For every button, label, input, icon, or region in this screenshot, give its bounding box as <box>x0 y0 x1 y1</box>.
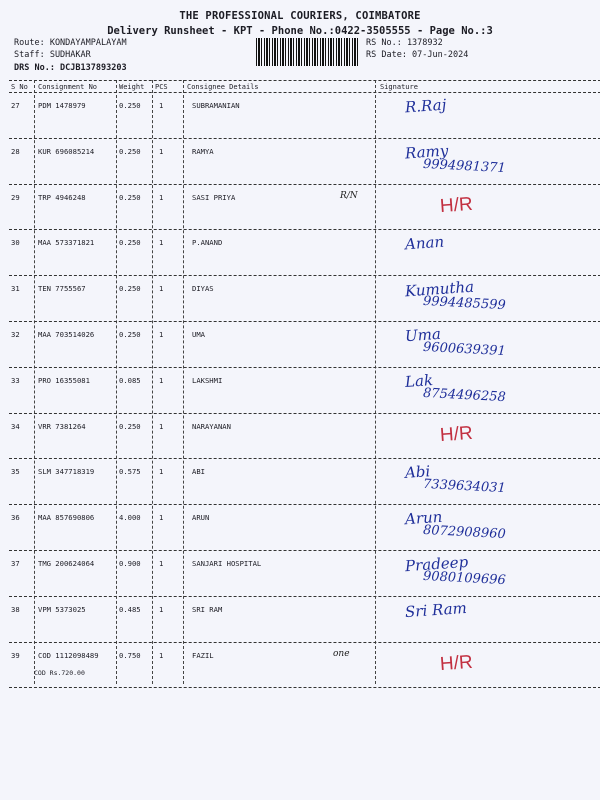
serial-number: 35 <box>11 467 20 476</box>
column-divider <box>183 80 184 684</box>
signature-handwriting: R.Raj <box>404 95 447 117</box>
column-divider <box>152 80 153 684</box>
barcode-image <box>256 38 360 66</box>
pieces-count: 1 <box>159 651 164 660</box>
serial-number: 38 <box>11 605 20 614</box>
signature-phone: 8754496258 <box>422 385 507 406</box>
signature-handwriting: Kumutha <box>404 277 475 301</box>
signature-handwriting: H/R <box>439 422 474 447</box>
weight-value: 4.000 <box>119 513 141 522</box>
handwritten-note: one <box>333 649 350 659</box>
signature-handwriting: Sri Ram <box>404 598 468 622</box>
consignment-number: TEN 7755567 <box>38 284 86 293</box>
signature-handwriting: Arun <box>404 507 443 529</box>
consignment-number: KUR 696085214 <box>38 147 95 156</box>
consignment-number: MAA 703514026 <box>38 330 95 339</box>
pieces-count: 1 <box>159 193 164 202</box>
row-separator <box>9 413 600 414</box>
row-separator <box>9 92 600 93</box>
row-separator <box>9 184 600 185</box>
signature-handwriting: Abi <box>404 462 431 482</box>
serial-number: 29 <box>11 193 20 202</box>
serial-number: 28 <box>11 147 20 156</box>
col-header-weight: Weight <box>119 83 145 91</box>
weight-value: 0.085 <box>119 376 141 385</box>
col-header-pcs: PCS <box>155 83 168 91</box>
row-separator <box>9 504 600 505</box>
consignee-name: SANJARI HOSPITAL <box>192 559 262 568</box>
consignee-name: FAZIL <box>192 651 214 660</box>
handwritten-note: R/N <box>340 191 358 201</box>
serial-number: 33 <box>11 376 20 385</box>
col-header-consignment: Consignment No <box>38 83 98 91</box>
row-separator <box>9 596 600 597</box>
pieces-count: 1 <box>159 238 164 247</box>
weight-value: 0.250 <box>119 284 141 293</box>
signature-handwriting: Lak <box>404 371 434 391</box>
consignment-number: TMG 200624064 <box>38 559 95 568</box>
pieces-count: 1 <box>159 147 164 156</box>
weight-value: 0.250 <box>119 330 141 339</box>
row-separator <box>9 687 600 688</box>
signature-phone: 9994485599 <box>422 293 507 314</box>
rs-date: RS Date: 07-Jun-2024 <box>366 50 469 60</box>
consignment-number: VRR 7381264 <box>38 422 86 431</box>
weight-value: 0.250 <box>119 422 141 431</box>
row-separator <box>9 458 600 459</box>
row-separator <box>9 229 600 230</box>
pieces-count: 1 <box>159 605 164 614</box>
weight-value: 0.250 <box>119 238 141 247</box>
weight-value: 0.250 <box>119 101 141 110</box>
consignment-number: MAA 573371821 <box>38 238 95 247</box>
consignee-name: SUBRAMANIAN <box>192 101 240 110</box>
weight-value: 0.250 <box>119 147 141 156</box>
signature-phone: 9994981371 <box>422 156 507 177</box>
signature-handwriting: H/R <box>439 193 474 218</box>
signature-phone: 7339634031 <box>422 476 507 497</box>
serial-number: 39 <box>11 651 20 660</box>
consignee-name: NARAYANAN <box>192 422 231 431</box>
row-separator <box>9 80 600 81</box>
pieces-count: 1 <box>159 376 164 385</box>
row-separator <box>9 138 600 139</box>
runsheet-subtitle: Delivery Runsheet - KPT - Phone No.:0422-3505555 - Page No.:3 <box>107 25 493 37</box>
row-separator <box>9 275 600 276</box>
consignment-number: MAA 857690806 <box>38 513 95 522</box>
serial-number: 27 <box>11 101 20 110</box>
rs-number: RS No.: 1378932 <box>366 38 443 48</box>
pieces-count: 1 <box>159 513 164 522</box>
drs-number: DRS No.: DCJB137893203 <box>14 63 127 73</box>
consignment-number: SLM 347718319 <box>38 467 95 476</box>
consignment-number: COD 1112098489 <box>38 651 99 660</box>
col-header-signature: Signature <box>380 83 418 91</box>
weight-value: 0.900 <box>119 559 141 568</box>
consignment-number: VPM 5373025 <box>38 605 86 614</box>
signature-phone: 8072908960 <box>422 522 507 543</box>
row-separator <box>9 367 600 368</box>
serial-number: 36 <box>11 513 20 522</box>
consignee-name: SASI PRIYA <box>192 193 236 202</box>
pieces-count: 1 <box>159 559 164 568</box>
consignee-name: ARUN <box>192 513 210 522</box>
signature-handwriting: Anan <box>404 232 445 254</box>
weight-value: 0.575 <box>119 467 141 476</box>
column-divider <box>34 80 35 684</box>
consignee-name: DIYAS <box>192 284 214 293</box>
pieces-count: 1 <box>159 101 164 110</box>
row-separator <box>9 642 600 643</box>
consignment-number: TRP 4946248 <box>38 193 86 202</box>
serial-number: 34 <box>11 422 20 431</box>
cod-amount: COD Rs.720.00 <box>34 669 85 677</box>
column-divider <box>375 80 376 684</box>
col-header-consignee: Consignee Details <box>187 83 259 91</box>
consignee-name: P.ANAND <box>192 238 223 247</box>
col-header-sno: S No <box>11 83 28 91</box>
serial-number: 32 <box>11 330 20 339</box>
row-separator <box>9 550 600 551</box>
route-label: Route: KONDAYAMPALAYAM <box>14 38 127 48</box>
serial-number: 37 <box>11 559 20 568</box>
consignee-name: RAMYA <box>192 147 214 156</box>
pieces-count: 1 <box>159 467 164 476</box>
column-divider <box>116 80 117 684</box>
consignment-number: PDM 1478979 <box>38 101 86 110</box>
signature-handwriting: Uma <box>404 324 442 346</box>
row-separator <box>9 321 600 322</box>
consignee-name: UMA <box>192 330 205 339</box>
pieces-count: 1 <box>159 330 164 339</box>
consignment-number: PRO 16355081 <box>38 376 90 385</box>
signature-phone: 9080109696 <box>422 568 507 589</box>
consignee-name: ABI <box>192 467 205 476</box>
weight-value: 0.750 <box>119 651 141 660</box>
consignee-name: SRI RAM <box>192 605 223 614</box>
signature-phone: 9600639391 <box>422 339 507 360</box>
serial-number: 31 <box>11 284 20 293</box>
pieces-count: 1 <box>159 284 164 293</box>
company-title: THE PROFESSIONAL COURIERS, COIMBATORE <box>179 10 421 22</box>
weight-value: 0.250 <box>119 193 141 202</box>
signature-handwriting: Ramy <box>404 141 449 163</box>
consignee-name: LAKSHMI <box>192 376 223 385</box>
staff-label: Staff: SUDHAKAR <box>14 50 91 60</box>
signature-handwriting: Pradeep <box>404 552 469 576</box>
signature-handwriting: H/R <box>439 651 474 676</box>
serial-number: 30 <box>11 238 20 247</box>
pieces-count: 1 <box>159 422 164 431</box>
weight-value: 0.485 <box>119 605 141 614</box>
